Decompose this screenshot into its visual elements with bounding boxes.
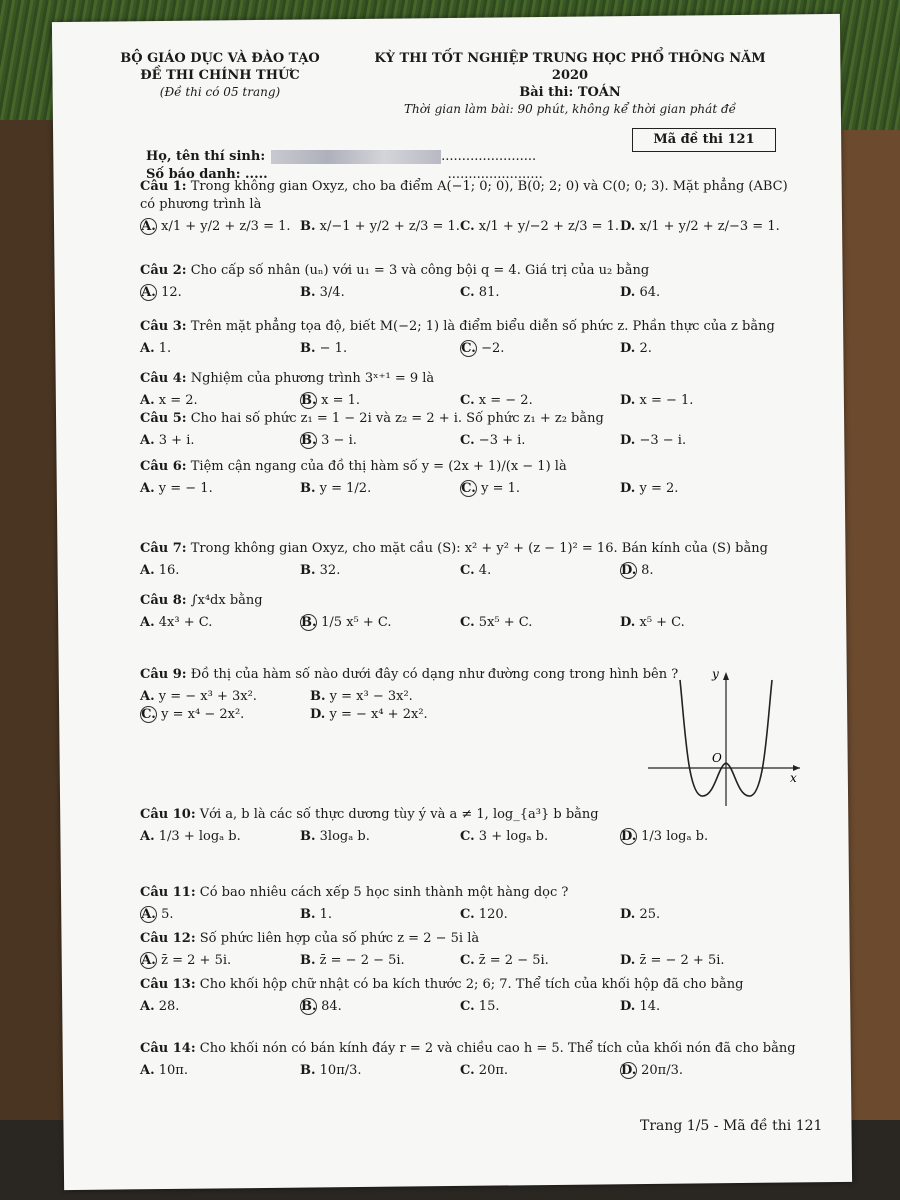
name-label: Họ, tên thí sinh: bbox=[146, 149, 266, 164]
answer-text: −2. bbox=[481, 341, 505, 356]
question-text: Với a, b là các số thực dương tùy ý và a ≠ 1, log_{a³} b bằng bbox=[199, 807, 599, 822]
answer-letter: C. bbox=[460, 615, 475, 630]
question-4 bbox=[140, 370, 800, 410]
answer-letter: D. bbox=[620, 285, 636, 300]
answer-option[interactable] bbox=[460, 340, 620, 358]
answer-text: y = − 1. bbox=[158, 481, 213, 496]
circled-answer-letter: B. bbox=[301, 393, 317, 408]
question-number: Câu 3: bbox=[140, 319, 187, 334]
answer-text: 1/3 + logₐ b. bbox=[158, 829, 241, 844]
answer-text: z̄ = − 2 + 5i. bbox=[639, 953, 725, 968]
answer-text: x = 2. bbox=[158, 393, 198, 408]
answer-option[interactable] bbox=[300, 614, 460, 632]
answer-letter: A. bbox=[140, 341, 155, 356]
question-text: Cho khối hộp chữ nhật có ba kích thước 2; 6; 7. Thể tích của khối hộp đã cho bằng bbox=[199, 977, 744, 992]
circled-answer-letter: D. bbox=[621, 1063, 637, 1078]
blurred-name bbox=[271, 150, 441, 164]
ministry: BỘ GIÁO DỤC VÀ ĐÀO TẠO bbox=[120, 51, 320, 66]
circled-answer-letter: B. bbox=[301, 999, 317, 1014]
answer-letter: D. bbox=[620, 433, 636, 448]
answer-option[interactable] bbox=[620, 998, 780, 1016]
answer-text: 8. bbox=[641, 563, 654, 578]
question-11 bbox=[140, 884, 800, 924]
answer-options bbox=[140, 828, 800, 846]
answer-text: 1/3 logₐ b. bbox=[641, 829, 709, 844]
answer-letter: C. bbox=[460, 1063, 475, 1078]
graph-y-arrow-icon bbox=[723, 672, 729, 680]
question-stem bbox=[140, 370, 800, 388]
answer-letter: C. bbox=[460, 907, 475, 922]
answer-text: x/1 + y/2 + z/−3 = 1. bbox=[639, 219, 780, 234]
question-text: Cho hai số phức z₁ = 1 − 2i và z₂ = 2 + i. Số phức z₁ + z₂ bằng bbox=[190, 411, 604, 426]
question-stem bbox=[140, 930, 800, 948]
answer-letter: C. bbox=[460, 999, 475, 1014]
answer-text: 20π/3. bbox=[641, 1063, 684, 1078]
answer-text: 120. bbox=[478, 907, 508, 922]
question-number: Câu 10: bbox=[140, 807, 196, 822]
name-dots: ....................... bbox=[441, 149, 537, 164]
answer-text: x/1 + y/−2 + z/3 = 1. bbox=[478, 219, 620, 234]
answer-option[interactable] bbox=[140, 828, 300, 846]
question-text: ∫x⁴dx bằng bbox=[190, 593, 263, 608]
answer-option[interactable] bbox=[460, 392, 620, 410]
question-text: Có bao nhiêu cách xếp 5 học sinh thành một hàng dọc ? bbox=[199, 885, 569, 900]
function-graph bbox=[640, 668, 810, 808]
answer-letter: D. bbox=[620, 219, 636, 234]
answer-letter: C. bbox=[460, 285, 475, 300]
answer-text: 3 + logₐ b. bbox=[478, 829, 549, 844]
answer-option[interactable] bbox=[140, 480, 300, 498]
answer-option[interactable] bbox=[620, 432, 780, 450]
question-stem bbox=[140, 806, 800, 824]
answer-option[interactable] bbox=[620, 284, 780, 302]
question-stem bbox=[140, 540, 800, 558]
answer-option[interactable] bbox=[460, 906, 620, 924]
answer-letter: D. bbox=[620, 953, 636, 968]
answer-option[interactable] bbox=[460, 432, 620, 450]
answer-text: 3 − i. bbox=[321, 433, 357, 448]
answer-option[interactable] bbox=[300, 906, 460, 924]
question-3 bbox=[140, 318, 800, 358]
exam-title: KỲ THI TỐT NGHIỆP TRUNG HỌC PHỔ THÔNG NĂM 2020 bbox=[374, 51, 766, 83]
answer-option[interactable] bbox=[460, 480, 620, 498]
answer-option[interactable] bbox=[300, 340, 460, 358]
question-text: Trong không gian Oxyz, cho ba điểm A(−1; 0; 0), B(0; 2; 0) và C(0; 0; 3). Mặt phẳng (ABC) có phương trình là bbox=[140, 179, 788, 212]
answer-text: 3 + i. bbox=[158, 433, 195, 448]
question-text: Tiệm cận ngang của đồ thị hàm số y = (2x + 1)/(x − 1) là bbox=[190, 459, 567, 474]
answer-option[interactable] bbox=[140, 562, 300, 580]
answer-options bbox=[140, 284, 800, 302]
answer-option[interactable] bbox=[140, 284, 300, 302]
answer-option[interactable] bbox=[300, 480, 460, 498]
answer-option[interactable] bbox=[620, 480, 780, 498]
question-number: Câu 5: bbox=[140, 411, 187, 426]
circled-answer-letter: D. bbox=[621, 829, 637, 844]
answer-text: 4x³ + C. bbox=[158, 615, 213, 630]
answer-option[interactable] bbox=[620, 340, 780, 358]
answer-options bbox=[140, 218, 800, 236]
answer-letter: C. bbox=[460, 953, 475, 968]
answer-option[interactable] bbox=[300, 828, 460, 846]
question-text: Đồ thị của hàm số nào dưới đây có dạng như đường cong trong hình bên ? bbox=[190, 667, 679, 682]
answer-text: 3logₐ b. bbox=[319, 829, 370, 844]
question-stem bbox=[140, 1040, 800, 1058]
question-number: Câu 4: bbox=[140, 371, 187, 386]
answer-option[interactable] bbox=[620, 1062, 780, 1080]
header-left bbox=[100, 50, 340, 101]
question-number: Câu 11: bbox=[140, 885, 196, 900]
question-1 bbox=[140, 178, 800, 236]
answer-option[interactable] bbox=[300, 1062, 460, 1080]
answer-letter: D. bbox=[310, 707, 326, 722]
answer-text: 64. bbox=[639, 285, 661, 300]
question-7 bbox=[140, 540, 800, 580]
answer-text: y = 2. bbox=[639, 481, 679, 496]
question-text: Nghiệm của phương trình 3ˣ⁺¹ = 9 là bbox=[190, 371, 435, 386]
question-number: Câu 2: bbox=[140, 263, 187, 278]
question-number: Câu 9: bbox=[140, 667, 187, 682]
circled-answer-letter: A. bbox=[141, 219, 156, 234]
answer-letter: B. bbox=[300, 481, 316, 496]
answer-text: 25. bbox=[639, 907, 661, 922]
question-stem bbox=[140, 178, 800, 214]
answer-letter: A. bbox=[140, 481, 155, 496]
answer-letter: C. bbox=[460, 219, 475, 234]
answer-text: 1. bbox=[158, 341, 172, 356]
answer-options bbox=[140, 480, 800, 498]
answer-letter: B. bbox=[300, 219, 316, 234]
answer-options bbox=[140, 688, 500, 724]
answer-text: 5. bbox=[161, 907, 174, 922]
answer-letter: B. bbox=[300, 1063, 316, 1078]
answer-option[interactable] bbox=[140, 688, 310, 706]
answer-text: 3/4. bbox=[319, 285, 345, 300]
answer-letter: A. bbox=[140, 689, 155, 704]
answer-option[interactable] bbox=[460, 284, 620, 302]
answer-text: 10π/3. bbox=[319, 1063, 362, 1078]
answer-text: y = x⁴ − 2x². bbox=[161, 707, 245, 722]
question-text: Số phức liên hợp của số phức z = 2 − 5i là bbox=[199, 931, 480, 946]
answer-option[interactable] bbox=[460, 952, 620, 970]
answer-text: 12. bbox=[161, 285, 182, 300]
circled-answer-letter: A. bbox=[141, 907, 156, 922]
answer-text: −3 − i. bbox=[639, 433, 687, 448]
answer-text: −3 + i. bbox=[478, 433, 526, 448]
answer-option[interactable] bbox=[460, 562, 620, 580]
answer-text: 32. bbox=[319, 563, 341, 578]
answer-options bbox=[140, 432, 800, 450]
answer-text: y = − x⁴ + 2x². bbox=[329, 707, 428, 722]
answer-letter: D. bbox=[620, 907, 636, 922]
answer-text: x = − 1. bbox=[639, 393, 694, 408]
answer-text: 15. bbox=[478, 999, 500, 1014]
answer-letter: A. bbox=[140, 1063, 155, 1078]
answer-letter: B. bbox=[300, 563, 316, 578]
answer-text: z̄ = − 2 − 5i. bbox=[319, 953, 405, 968]
question-stem bbox=[140, 458, 800, 476]
answer-options bbox=[140, 906, 800, 924]
answer-option[interactable] bbox=[300, 284, 460, 302]
answer-letter: D. bbox=[620, 393, 636, 408]
question-6 bbox=[140, 458, 800, 498]
question-14 bbox=[140, 1040, 800, 1080]
answer-text: y = 1/2. bbox=[319, 481, 372, 496]
graph-x-label: x bbox=[790, 771, 797, 785]
question-13 bbox=[140, 976, 800, 1016]
question-text: Trên mặt phẳng tọa độ, biết M(−2; 1) là điểm biểu diễn số phức z. Phần thực của z bằng bbox=[190, 319, 775, 334]
answer-options bbox=[140, 340, 800, 358]
answer-option[interactable] bbox=[460, 998, 620, 1016]
graph-y-label: y bbox=[712, 668, 719, 681]
answer-option[interactable] bbox=[460, 218, 620, 236]
answer-option[interactable] bbox=[300, 562, 460, 580]
page-footer: Trang 1/5 - Mã đề thi 121 bbox=[640, 1118, 823, 1134]
answer-text: 1/5 x⁵ + C. bbox=[321, 615, 392, 630]
answer-options bbox=[140, 1062, 800, 1080]
answer-option[interactable] bbox=[300, 392, 460, 410]
question-stem bbox=[140, 262, 800, 280]
answer-letter: B. bbox=[300, 285, 316, 300]
answer-option[interactable] bbox=[620, 614, 780, 632]
question-number: Câu 7: bbox=[140, 541, 187, 556]
answer-letter: C. bbox=[460, 393, 475, 408]
answer-text: y = x³ − 3x². bbox=[329, 689, 413, 704]
answer-option[interactable] bbox=[460, 828, 620, 846]
answer-option[interactable] bbox=[620, 952, 780, 970]
question-2 bbox=[140, 262, 800, 302]
answer-text: x/1 + y/2 + z/3 = 1. bbox=[161, 219, 291, 234]
circled-answer-letter: C. bbox=[141, 707, 156, 722]
answer-options bbox=[140, 952, 800, 970]
answer-text: 2. bbox=[639, 341, 652, 356]
answer-letter: A. bbox=[140, 393, 155, 408]
answer-text: y = − x³ + 3x². bbox=[158, 689, 257, 704]
answer-option[interactable] bbox=[140, 1062, 300, 1080]
answer-letter: B. bbox=[300, 907, 316, 922]
id-dots: ....................... bbox=[447, 167, 543, 182]
official-label: ĐỀ THI CHÍNH THỨC bbox=[140, 68, 300, 83]
answer-text: 28. bbox=[158, 999, 180, 1014]
question-number: Câu 1: bbox=[140, 179, 187, 194]
answer-option[interactable] bbox=[620, 218, 780, 236]
answer-text: 81. bbox=[478, 285, 500, 300]
answer-option[interactable] bbox=[460, 1062, 620, 1080]
header-right bbox=[360, 50, 780, 118]
answer-text: 84. bbox=[321, 999, 342, 1014]
question-number: Câu 6: bbox=[140, 459, 187, 474]
question-stem bbox=[140, 318, 800, 336]
answer-option[interactable] bbox=[140, 218, 300, 236]
answer-letter: A. bbox=[140, 999, 155, 1014]
answer-letter: D. bbox=[620, 615, 636, 630]
answer-letter: A. bbox=[140, 433, 155, 448]
question-stem bbox=[140, 976, 800, 994]
answer-letter: B. bbox=[300, 953, 316, 968]
answer-options bbox=[140, 392, 800, 410]
question-stem bbox=[140, 884, 800, 902]
answer-option[interactable] bbox=[620, 562, 780, 580]
circled-answer-letter: A. bbox=[141, 285, 156, 300]
question-10 bbox=[140, 806, 800, 846]
answer-option[interactable] bbox=[300, 218, 460, 236]
answer-letter: A. bbox=[140, 615, 155, 630]
question-number: Câu 12: bbox=[140, 931, 196, 946]
answer-options bbox=[140, 614, 800, 632]
answer-option[interactable] bbox=[140, 392, 300, 410]
answer-text: x/−1 + y/2 + z/3 = 1. bbox=[319, 219, 460, 234]
subject: Bài thi: TOÁN bbox=[519, 85, 621, 100]
answer-letter: C. bbox=[460, 829, 475, 844]
answer-option[interactable] bbox=[460, 614, 620, 632]
circled-answer-letter: B. bbox=[301, 433, 317, 448]
circled-answer-letter: C. bbox=[461, 481, 476, 496]
answer-text: x = 1. bbox=[321, 393, 361, 408]
answer-text: 10π. bbox=[158, 1063, 188, 1078]
question-number: Câu 8: bbox=[140, 593, 187, 608]
answer-options bbox=[140, 998, 800, 1016]
answer-text: 5x⁵ + C. bbox=[478, 615, 533, 630]
answer-option[interactable] bbox=[140, 432, 300, 450]
answer-option[interactable] bbox=[300, 432, 460, 450]
pages-note: (Đề thi có 05 trang) bbox=[159, 85, 281, 99]
answer-letter: C. bbox=[460, 563, 475, 578]
answer-option[interactable] bbox=[140, 340, 300, 358]
answer-option[interactable] bbox=[140, 706, 310, 724]
answer-text: z̄ = 2 − 5i. bbox=[478, 953, 549, 968]
answer-text: x⁵ + C. bbox=[639, 615, 685, 630]
time-note: Thời gian làm bài: 90 phút, không kể thời gian phát đề bbox=[403, 102, 737, 116]
answer-letter: D. bbox=[620, 341, 636, 356]
graph-origin-label: O bbox=[712, 751, 722, 765]
question-text: Cho cấp số nhân (uₙ) với u₁ = 3 và công bội q = 4. Giá trị của u₂ bằng bbox=[190, 263, 650, 278]
answer-option[interactable] bbox=[310, 688, 480, 706]
question-number: Câu 14: bbox=[140, 1041, 196, 1056]
circled-answer-letter: D. bbox=[621, 563, 637, 578]
question-8 bbox=[140, 592, 800, 632]
question-text: Cho khối nón có bán kính đáy r = 2 và chiều cao h = 5. Thể tích của khối nón đã cho bằng bbox=[199, 1041, 796, 1056]
answer-letter: D. bbox=[620, 481, 636, 496]
answer-option[interactable] bbox=[620, 906, 780, 924]
circled-answer-letter: B. bbox=[301, 615, 317, 630]
answer-text: 1. bbox=[319, 907, 333, 922]
answer-option[interactable] bbox=[300, 952, 460, 970]
answer-letter: D. bbox=[620, 999, 636, 1014]
answer-letter: B. bbox=[310, 689, 326, 704]
answer-option[interactable] bbox=[310, 706, 480, 724]
answer-letter: B. bbox=[300, 341, 316, 356]
exam-code-box: Mã đề thi 121 bbox=[632, 128, 776, 152]
circled-answer-letter: C. bbox=[461, 341, 476, 356]
answer-option[interactable] bbox=[300, 998, 460, 1016]
id-label: Số báo danh: ..... bbox=[146, 167, 268, 182]
answer-letter: C. bbox=[460, 433, 475, 448]
answer-options bbox=[140, 562, 800, 580]
answer-option[interactable] bbox=[620, 828, 780, 846]
answer-letter: A. bbox=[140, 829, 155, 844]
answer-option[interactable] bbox=[140, 906, 300, 924]
answer-text: 4. bbox=[478, 563, 492, 578]
question-text: Trong không gian Oxyz, cho mặt cầu (S): x² + y² + (z − 1)² = 16. Bán kính của (S) bằng bbox=[190, 541, 768, 556]
answer-text: y = 1. bbox=[481, 481, 521, 496]
answer-option[interactable] bbox=[620, 392, 780, 410]
answer-text: 14. bbox=[639, 999, 661, 1014]
question-5 bbox=[140, 410, 800, 450]
answer-text: z̄ = 2 + 5i. bbox=[161, 953, 232, 968]
answer-option[interactable] bbox=[140, 952, 300, 970]
question-stem bbox=[140, 410, 800, 428]
answer-text: x = − 2. bbox=[478, 393, 533, 408]
circled-answer-letter: A. bbox=[141, 953, 156, 968]
answer-text: 20π. bbox=[478, 1063, 509, 1078]
question-number: Câu 13: bbox=[140, 977, 196, 992]
answer-text: − 1. bbox=[319, 341, 348, 356]
answer-option[interactable] bbox=[140, 998, 300, 1016]
answer-text: 16. bbox=[158, 563, 180, 578]
answer-option[interactable] bbox=[140, 614, 300, 632]
answer-letter: A. bbox=[140, 563, 155, 578]
question-stem bbox=[140, 592, 800, 610]
question-12 bbox=[140, 930, 800, 970]
answer-letter: B. bbox=[300, 829, 316, 844]
